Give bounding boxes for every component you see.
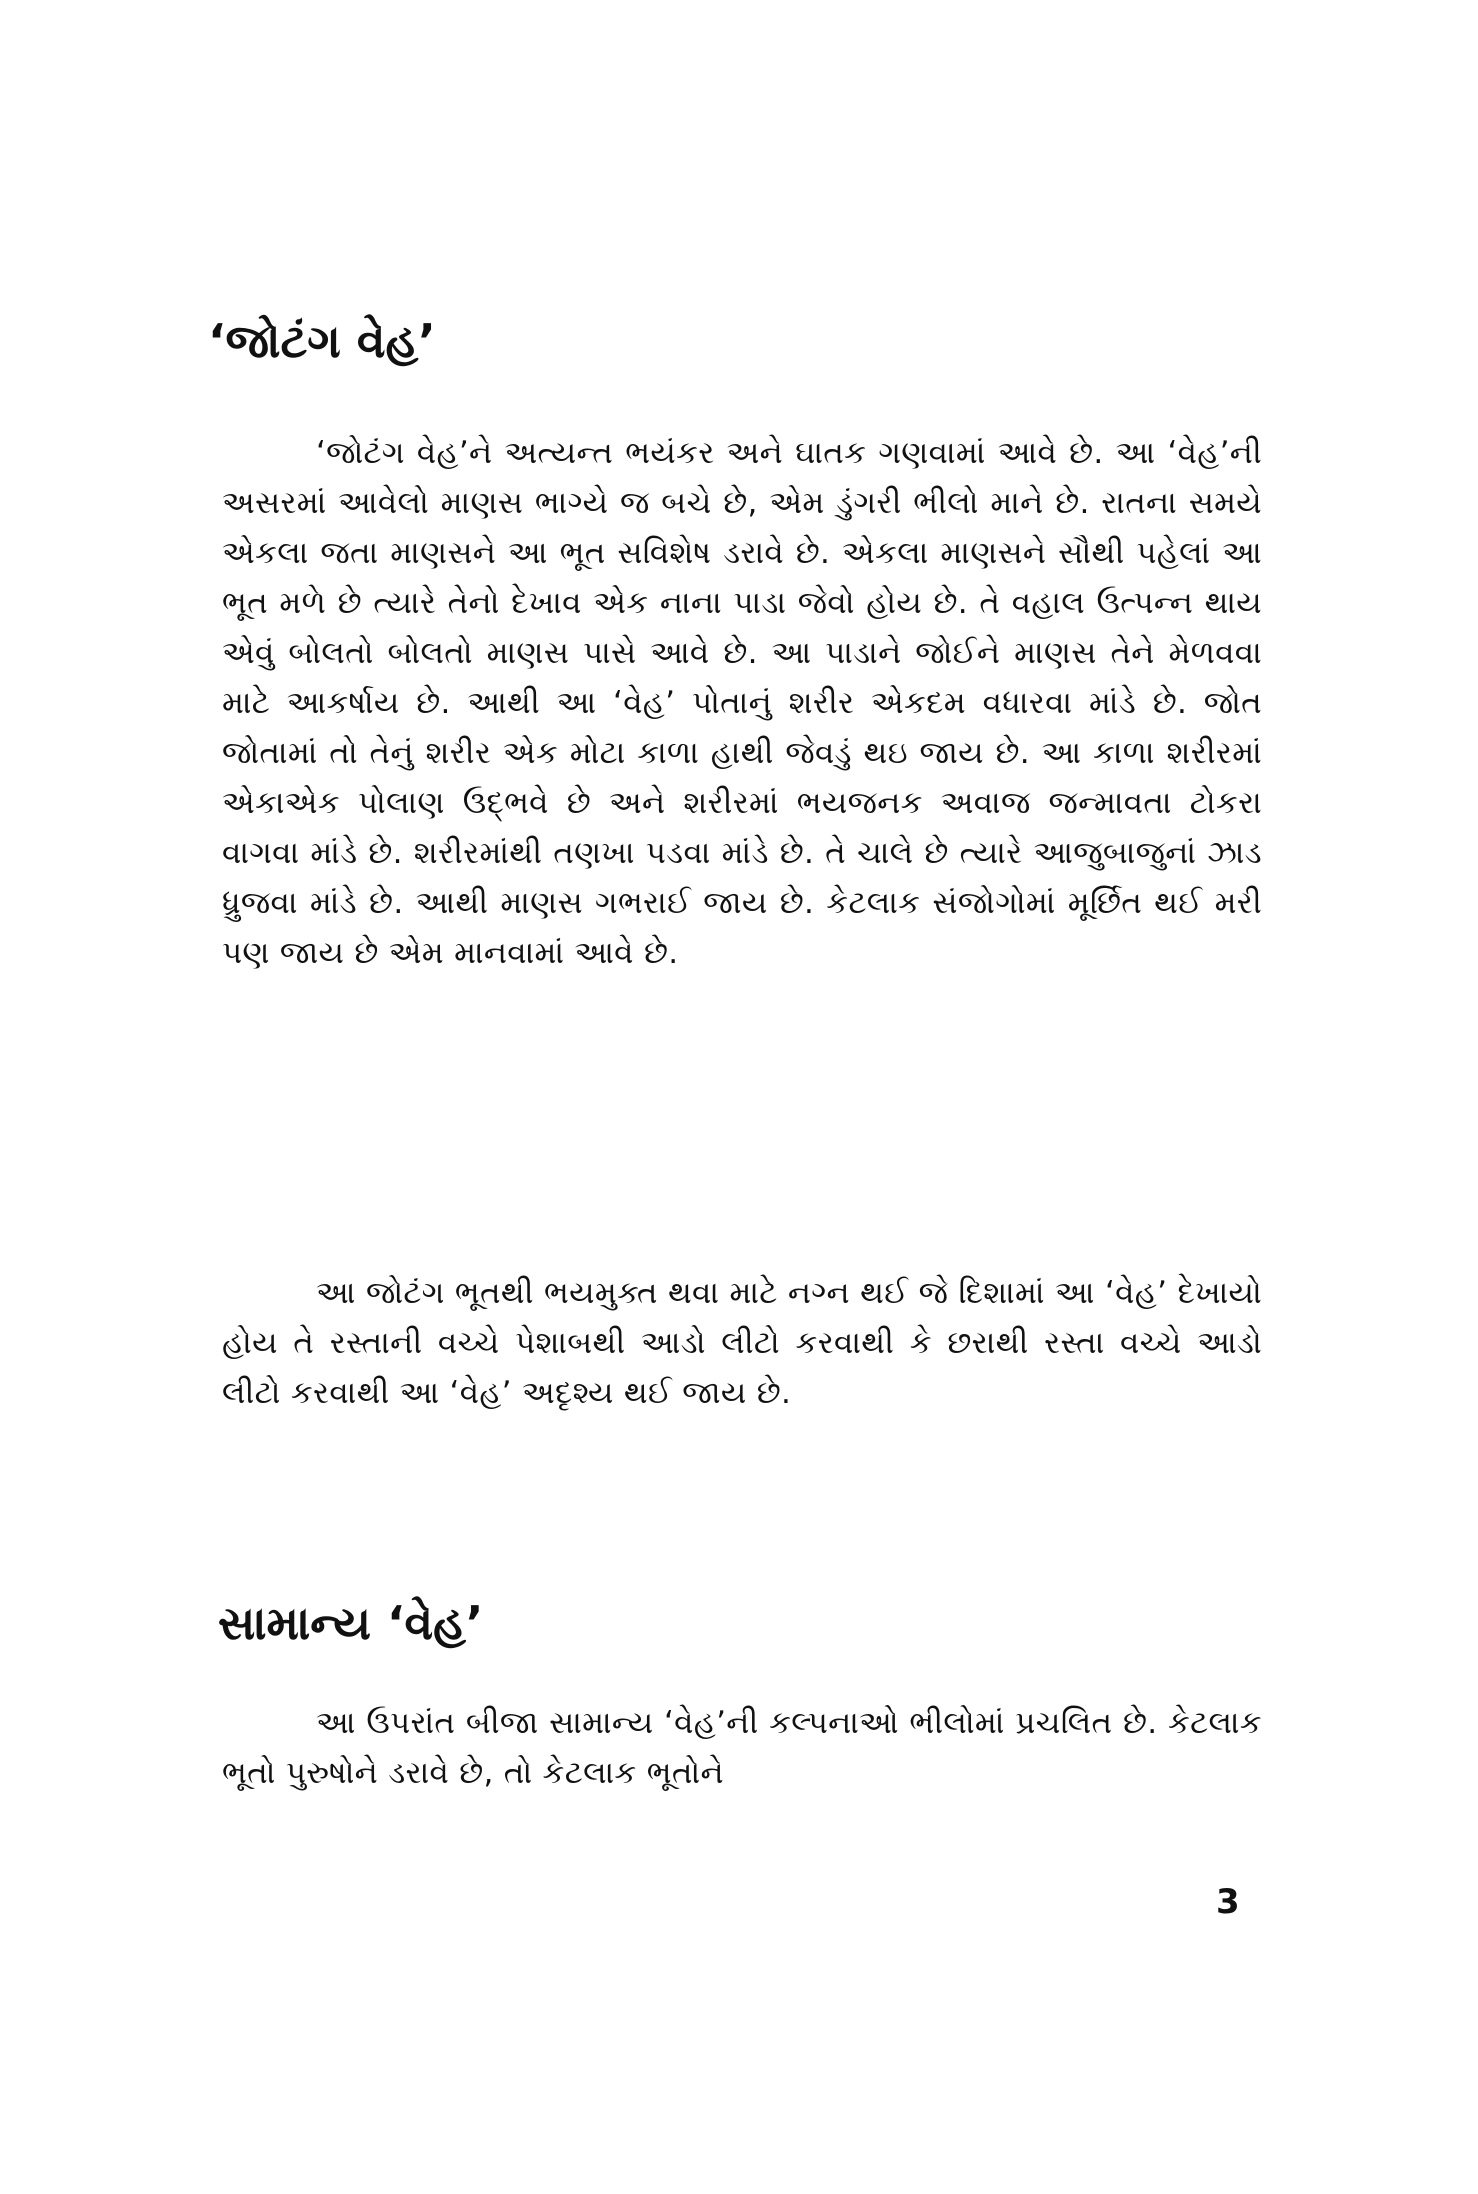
paragraph-samanya-intro: આ ઉપરાંત બીજા સામાન્ય ‘વેહ’ની કલ્પનાઓ ભીલોમાં પ્રચલિત છે. કેટલાક ભૂતો પુરુષોને ડરાવે છે, તો કેટલાક ભૂતોને bbox=[222, 1705, 1262, 1791]
section-heading-samanya-veh: સામાન્ય ‘વેહ’ bbox=[218, 1596, 484, 1650]
paragraph-jotang-remedy: આ જોટંગ ભૂતથી ભયમુક્ત થવા માટે નગ્ન થઈ જે દિશામાં આ ‘વેહ’ દેખાયો હોય તે રસ્તાની વચ્ચે પેશાબથી આડો લીટો કરવાથી કે છરાથી રસ્તા વચ્ચે આડો લીટો કરવાથી આ ‘વેહ’ અદૃશ્ય થઈ જાય છે. bbox=[222, 1275, 1262, 1411]
paragraph-jotang-description: ‘જોટંગ વેહ’ને અત્યન્ત ભયંકર અને ઘાતક ગણવામાં આવે છે. આ ‘વેહ’ની અસરમાં આવેલો માણસ ભાગ્યે જ બચે છે, એમ ડુંગરી ભીલો માને છે. રાતના સમયે એકલા જતા માણસને આ ભૂત સવિશેષ ડરાવે છે. એકલા માણસને સૌથી પહેલાં આ ભૂત મળે છે ત્યારે તેનો દેખાવ એક નાના પાડા જેવો હોય છે. તે વહાલ ઉત્પન્ન થાય એવું બોલતો બોલતો માણસ પાસે આવે છે. આ પાડાને જોઈને માણસ તેને મેળવવા માટે આકર્ષાય છે. આથી આ ‘વેહ’ પોતાનું શરીર એકદમ વધારવા માંડે છે. જોત જોતામાં તો તેનું શરીર એક મોટા કાળા હાથી જેવડું થઇ જાય છે. આ કાળા શરીરમાં એકાએક પોલાણ ઉદ્‌ભવે છે અને શરીરમાં ભયજનક અવાજ જન્માવતા ટોકરા વાગવા માંડે છે. શરીરમાંથી તણખા પડવા માંડે છે. તે ચાલે છે ત્યારે આજુબાજુનાં ઝાડ ધ્રુજવા માંડે છે. આથી માણસ ગભરાઈ જાય છે. કેટલાક સંજોગોમાં મૂર્છિત થઈ મરી પણ જાય છે એમ માનવામાં આવે છે. bbox=[222, 435, 1262, 971]
page-number: 3 bbox=[1216, 1882, 1240, 1922]
section-heading-jotang-veh: ‘જોટંગ વેહ’ bbox=[208, 314, 436, 368]
